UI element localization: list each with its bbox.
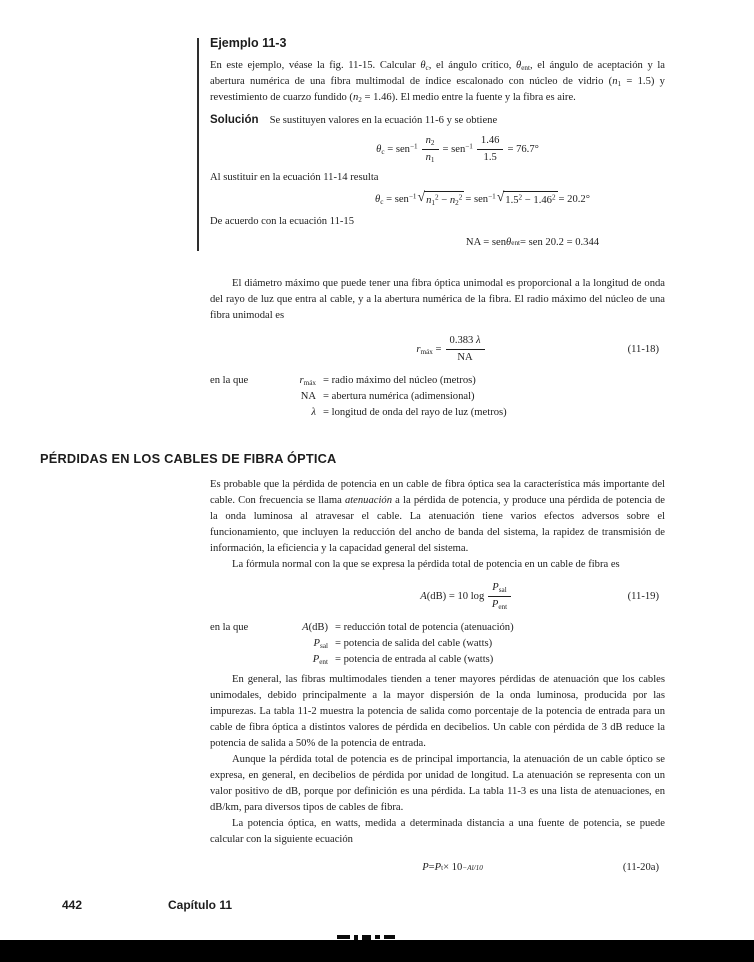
line-sustituir: Al sustituir en la ecuación 11-14 resulta bbox=[210, 172, 379, 183]
example-intro-paragraph bbox=[210, 58, 665, 106]
text-run: −1 bbox=[408, 192, 417, 201]
text-run: θ bbox=[516, 60, 522, 71]
definition-text: = potencia de salida del cable (watts) bbox=[335, 638, 493, 649]
definition-term bbox=[276, 636, 328, 652]
text-run: máx bbox=[420, 347, 433, 356]
text-run: ent bbox=[498, 603, 508, 612]
eq-1119-lead bbox=[420, 589, 484, 605]
text-run: θ bbox=[420, 60, 426, 71]
eq-b-lead bbox=[375, 192, 416, 208]
text-run: El diámetro máximo que puede tener una fibra óptica unimodal es proporcional a la longitud de onda del rayo de luz que entra al cable, y a la abertura numérica de la fibra. El radio máximo del núcleo de una fibra unimodal es bbox=[210, 278, 665, 321]
paragraph-formula bbox=[210, 557, 665, 573]
radical-content bbox=[424, 191, 464, 209]
section-heading: PÉRDIDAS EN LOS CABLES DE FIBRA ÓPTICA bbox=[40, 451, 337, 466]
text-run: ent bbox=[319, 658, 328, 667]
text-run: P bbox=[422, 862, 429, 873]
text-run: = sen 20.2 = 0.344 bbox=[520, 237, 600, 248]
definition-term bbox=[276, 620, 328, 636]
text-run: A bbox=[302, 622, 309, 633]
text-run: P bbox=[313, 638, 321, 649]
eq-a-lead bbox=[376, 142, 417, 158]
text-run: 0.383 bbox=[449, 335, 476, 346]
text-run: , el ángulo de aceptación y la abertura numérica de una fibra multimodal de índice escalonado con núcleo de vidrio ( bbox=[210, 60, 665, 87]
equation-number: (11-18) bbox=[627, 343, 659, 355]
text-run: = sen bbox=[442, 143, 466, 155]
definition-row bbox=[210, 405, 665, 421]
text-run: (dB) = 10 log bbox=[426, 590, 485, 602]
glyph-top-mark bbox=[384, 935, 395, 939]
text-run: c bbox=[381, 147, 385, 156]
text-run: P bbox=[434, 862, 442, 873]
text-run: − 1.46 bbox=[522, 195, 552, 206]
fraction-numerator bbox=[446, 334, 485, 350]
text-run: 2 bbox=[455, 199, 459, 208]
definition-row bbox=[210, 620, 665, 636]
definition-list-11-19 bbox=[210, 620, 665, 668]
text-run: ent bbox=[521, 64, 530, 73]
definition-text: = potencia de entrada al cable (watts) bbox=[335, 654, 494, 665]
text-run: 1 bbox=[430, 156, 435, 165]
text-run: Aunque la pérdida total de potencia es de principal importancia, la atenuación de un cable óptico se expresa, en general, en decibelios de pérdida por unidad de longitud. La atenuación se representa con un valor positivo de dB, porque por definición es una pérdida. La tabla 11-3 es una lista de atenuaciones, en dB/km, para diversos tipos de cables de fibra. bbox=[210, 754, 665, 813]
example-left-rule bbox=[197, 38, 199, 251]
text-run: n bbox=[449, 195, 456, 206]
text-run: θ bbox=[375, 194, 381, 205]
fraction-numerator bbox=[488, 581, 510, 597]
fraction-denominator bbox=[492, 597, 507, 612]
text-run: NA bbox=[300, 391, 316, 402]
definition-row bbox=[210, 636, 665, 652]
equation-body bbox=[375, 191, 590, 209]
definition-row bbox=[210, 389, 665, 405]
text-run: −1 bbox=[488, 192, 496, 201]
text-run: −1 bbox=[409, 141, 418, 150]
text-run: −1 bbox=[465, 141, 473, 150]
radical bbox=[497, 191, 558, 209]
equation-critical-angle bbox=[210, 134, 665, 165]
definition-term bbox=[276, 405, 316, 421]
glyph-top-mark bbox=[375, 935, 380, 939]
scan-black-bar bbox=[0, 940, 754, 962]
text-run: × 10 bbox=[443, 862, 463, 873]
equation-body bbox=[416, 334, 488, 365]
text-run: atenuación bbox=[344, 495, 393, 506]
text-run: NA bbox=[457, 352, 473, 363]
eq-b-mid bbox=[465, 192, 495, 208]
text-run: = 1.46). El medio entre la fuente y la fibra es aire. bbox=[361, 92, 576, 103]
text-run: La fórmula normal con la que se expresa la pérdida total de potencia en un cable de fibra es bbox=[232, 559, 620, 570]
fraction bbox=[488, 581, 510, 612]
text-run: θ bbox=[506, 237, 512, 248]
paragraph-general bbox=[210, 672, 665, 752]
fraction-denominator bbox=[484, 150, 497, 165]
text-run: 2 bbox=[518, 193, 523, 202]
fraction-denominator bbox=[426, 150, 435, 165]
text-run: c bbox=[380, 198, 384, 207]
equation-numerical-aperture bbox=[210, 235, 665, 251]
definition-row bbox=[210, 373, 665, 389]
solution-text: Se sustituyen valores en la ecuación 11-6 y se obtiene bbox=[269, 115, 498, 126]
equation-number: (11-20a) bbox=[622, 862, 659, 873]
radical-content bbox=[503, 191, 557, 209]
definition-text: = radio máximo del núcleo (metros) bbox=[323, 375, 476, 386]
text-run: 1 bbox=[431, 199, 435, 208]
glyph-top-mark bbox=[337, 935, 350, 939]
radical bbox=[418, 191, 465, 209]
text-run: 2 bbox=[434, 193, 439, 202]
spacer bbox=[210, 256, 665, 276]
text-run: = sen bbox=[384, 143, 410, 155]
text-run: P bbox=[491, 599, 499, 610]
eq-a-result bbox=[507, 142, 538, 158]
text-run: P bbox=[312, 654, 320, 665]
equation-11-20a bbox=[210, 860, 665, 876]
fraction bbox=[477, 134, 504, 165]
text-run: A bbox=[420, 590, 427, 602]
fraction bbox=[446, 334, 485, 365]
definition-list-11-18 bbox=[210, 373, 665, 421]
paragraph-diametro bbox=[210, 276, 665, 324]
equation-body bbox=[376, 134, 539, 165]
text-run: sal bbox=[320, 642, 328, 651]
equation-11-18 bbox=[210, 334, 665, 365]
definition-intro: en la que bbox=[210, 622, 249, 633]
definition-term bbox=[276, 389, 316, 405]
eq-1118-lead bbox=[416, 342, 441, 358]
paragraph-perdida bbox=[210, 477, 665, 557]
text-run: n bbox=[612, 76, 618, 87]
fraction-denominator bbox=[457, 350, 472, 365]
text-run: 2 bbox=[551, 193, 556, 202]
fraction-numerator bbox=[422, 134, 439, 150]
solution-line bbox=[210, 112, 665, 129]
text-run: sal bbox=[498, 586, 507, 595]
definition-text: = abertura numérica (adimensional) bbox=[323, 391, 475, 402]
eq-b-result bbox=[559, 192, 590, 208]
text-run: 2 bbox=[358, 96, 362, 105]
text-run: r bbox=[416, 343, 421, 355]
text-run: Es probable que la pérdida de potencia en un cable de fibra óptica sea la característica más importante del cable. Con frecuencia se llama bbox=[210, 479, 665, 506]
definition-text: = reducción total de potencia (atenuación) bbox=[335, 622, 514, 633]
text-run: a la pérdida de potencia, y produce una pérdida de potencia de la onda luminosa al atravesar el cable. La atenuación tiene varios efectos adversos sobre el funcionamiento, que incluyen la reducción del ancho de banda del sistema, la rapidez de transmisión de información, la eficiencia y la capacidad general del sistema. bbox=[210, 495, 665, 554]
text-run: n bbox=[352, 92, 359, 103]
definition-intro: en la que bbox=[210, 375, 249, 386]
text-run: La potencia óptica, en watts, medida a determinada distancia a una fuente de potencia, se puede calcular con la siguiente ecuación bbox=[210, 818, 665, 845]
text-run: P bbox=[492, 582, 499, 593]
text-run: λ bbox=[311, 407, 316, 418]
paragraph-aunque bbox=[210, 752, 665, 816]
eq-a-mid bbox=[443, 142, 473, 158]
text-run: NA = sen bbox=[465, 237, 507, 248]
page-number: 442 bbox=[62, 898, 83, 912]
equation-acceptance-angle bbox=[210, 191, 665, 209]
text-column bbox=[40, 36, 665, 888]
chapter-label: Capítulo 11 bbox=[168, 898, 233, 912]
text-run: θ bbox=[376, 143, 382, 155]
text-run: = bbox=[432, 343, 442, 355]
text-run: − bbox=[438, 195, 450, 206]
text-run: n bbox=[425, 152, 431, 163]
text-run: En general, las fibras multimodales tienden a tener mayores pérdidas de atenuación que los cables unimodales, debido principalmente a la mayor dispersión de la onda luminosa, producida por las impurezas. La tabla 11-2 muestra la potencia de salida como porcentaje de la potencia de entrada para un cable de fibra óptica a distintos valores de pérdida en decibelios. Un cable con pérdida de 3 dB reduce la potencia de salida a 50% de la potencia de entrada. bbox=[210, 674, 665, 749]
text-run: = 1.5) y revestimiento de cuarzo fundido ( bbox=[210, 76, 665, 103]
text-run: 1.46 bbox=[480, 135, 500, 146]
text-run: = 20.2° bbox=[558, 194, 590, 205]
equation-11-19 bbox=[210, 581, 665, 612]
definition-term bbox=[276, 652, 328, 668]
text-run: 1.5 bbox=[505, 195, 519, 206]
text-run: r bbox=[299, 375, 304, 386]
equation-body bbox=[420, 581, 514, 612]
fraction-numerator bbox=[477, 134, 504, 150]
equation-body: NA = sen θ ent = sen 20.2 = 0.344 bbox=[466, 235, 599, 251]
text-run: = sen bbox=[383, 194, 409, 205]
text-run: = sen bbox=[465, 194, 489, 205]
example-title: Ejemplo 11-3 bbox=[210, 36, 287, 50]
text-run: En este ejemplo, véase la fig. 11-15. Calcular bbox=[210, 60, 421, 71]
text-run: 2 bbox=[430, 139, 435, 148]
solution-label: Solución bbox=[210, 114, 259, 126]
text-run: c bbox=[425, 64, 429, 73]
radical-sign-icon: √ bbox=[417, 189, 426, 204]
text-run: n bbox=[425, 135, 431, 146]
equation-body: P = P t × 10 −Al/10 bbox=[422, 860, 483, 876]
text-run: = bbox=[428, 862, 435, 873]
text-run: , el ángulo crítico, bbox=[428, 60, 516, 71]
definition-text: = longitud de onda del rayo de luz (metros) bbox=[323, 407, 507, 418]
definition-row bbox=[210, 652, 665, 668]
radical-sign-icon: √ bbox=[496, 189, 505, 204]
equation-number: (11-19) bbox=[627, 590, 659, 602]
line-acuerdo: De acuerdo con la ecuación 11-15 bbox=[210, 216, 355, 227]
definition-term bbox=[276, 373, 316, 389]
text-run: λ bbox=[476, 335, 481, 346]
paragraph-potencia bbox=[210, 816, 665, 848]
fraction bbox=[422, 134, 439, 165]
text-run: 1.5 bbox=[483, 152, 497, 163]
text-run: = 76.7° bbox=[507, 143, 539, 155]
text-run: n bbox=[426, 195, 432, 206]
text-run: (dB) bbox=[308, 622, 328, 633]
text-run: máx bbox=[303, 379, 316, 388]
text-run: 2 bbox=[458, 193, 463, 202]
text-run: 1 bbox=[617, 80, 622, 89]
